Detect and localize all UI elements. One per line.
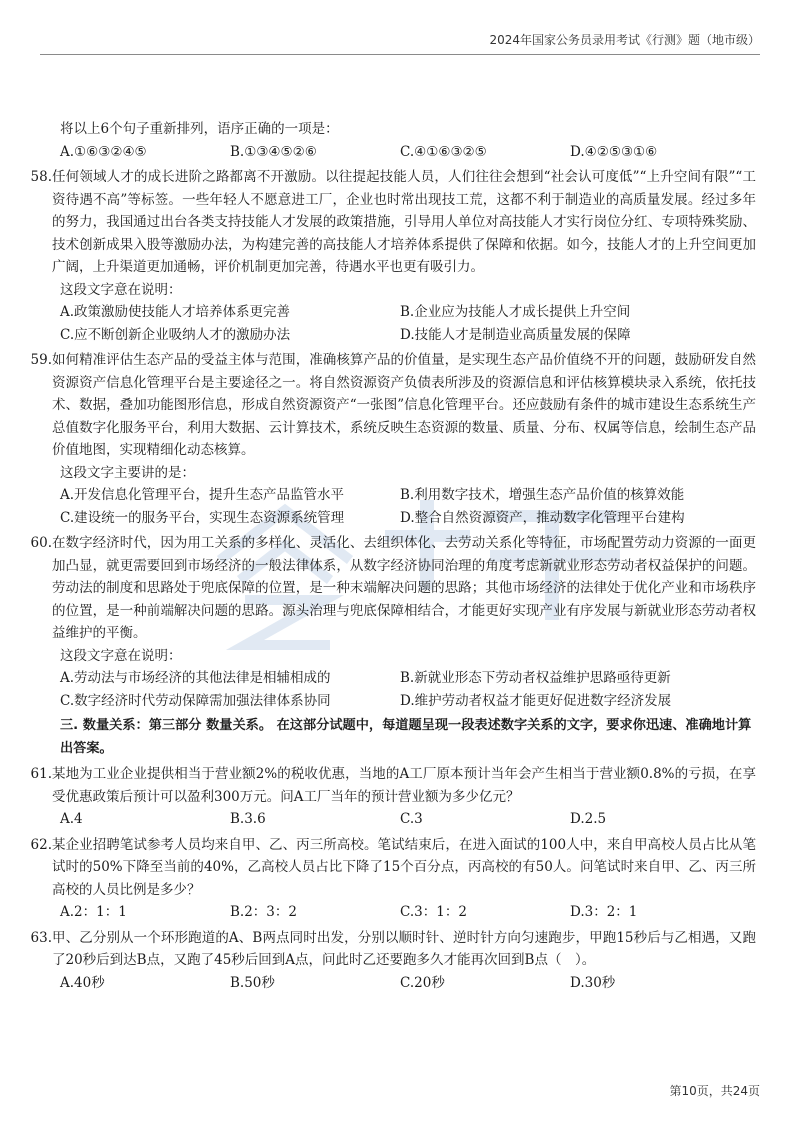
option-d: D.2.5: [570, 811, 607, 827]
q58-options: [56, 301, 756, 346]
option-c: C.建设统一的服务平台，实现生态资源系统管理: [60, 509, 345, 526]
section-heading: 三. 数量关系：第三部分 数量关系。 在这部分试题中，每道题呈现一段表述数字关系的文字，要求你迅速、准确地计算出答案。: [60, 718, 752, 756]
question-60: [30, 532, 756, 645]
q61-options: [56, 808, 756, 831]
question-text: 某企业招聘笔试参考人员均来自甲、乙、丙三所高校。笔试结束后，在进入面试的100人中，来自甲高校人员占比从笔试时的50%下降至当前的40%，乙高校人员占比下降了15个百分点，丙高校的有50人。问笔试时来自甲、乙、丙三所高校的人员比例是多少？: [52, 836, 756, 898]
question-text: 如何精准评估生态产品的受益主体与范围，准确核算产品的价值量，是实现生态产品价值绕不开的问题，鼓励研发自然资源资产信息化管理平台是主要途径之一。将自然资源资产负债表所涉及的资源信息和评估核算模块录入系统，依托技术、数据，叠加功能图形信息，形成自然资源资产“一张图”信息化管理平台。还应鼓励有条件的城市建设生态系统生产总值数字化服务平台，利用大数据、云计算技术，系统反映生态资源的数量、质量、分布、权属等信息，绘制生态产品价值地图，实现精细化动态核算。: [52, 352, 756, 458]
question-number: 63.: [30, 929, 52, 946]
page-number: 第10页，共24页: [669, 1084, 760, 1098]
option-b: B.①③④⑤②⑥: [230, 143, 317, 160]
option-a: A.2：1：1: [60, 904, 127, 920]
question-61: [30, 763, 756, 808]
option-d: D.④②⑤③①⑥: [570, 143, 658, 160]
option-c: C.20秒: [400, 974, 445, 991]
option-b: B.50秒: [230, 974, 275, 991]
option-d: D.技能人才是制造业高质量发展的保障: [400, 326, 631, 343]
q57-prompt: 将以上6个句子重新排列，语序正确的一项是：: [60, 121, 339, 137]
question-62: [30, 834, 756, 902]
question-prompt: 这段文字主要讲的是：: [60, 464, 195, 481]
page-header: [40, 26, 760, 55]
question-number: 60.: [30, 535, 52, 551]
option-c: C.3: [400, 811, 423, 827]
option-d: D.3：2：1: [570, 904, 638, 920]
q57-options: [56, 141, 756, 164]
page-footer: [669, 1082, 760, 1099]
question-59: [30, 349, 756, 462]
question-text: 甲、乙分别从一个环形跑道的A、B两点同时出发，分别以顺时针、逆时针方向匀速跑步，甲跑15秒后与乙相遇，又跑了20秒后到达B点，又跑了45秒后回到A点，问此时乙还要跑多久才能再次回到B点（ ）。: [52, 929, 756, 968]
option-c: C.④①⑥③②⑤: [400, 143, 487, 160]
q63-options: [56, 972, 756, 995]
q62-options: [56, 901, 756, 924]
option-b: B.新就业形态下劳动者权益维护思路亟待更新: [400, 670, 671, 686]
question-prompt: 这段文字意在说明：: [60, 281, 182, 298]
option-a: A.开发信息化管理平台，提升生态产品监管水平: [60, 487, 345, 503]
q60-options: [56, 667, 756, 712]
question-text: 在数字经济时代，因为用工关系的多样化、灵活化、去组织体化、去劳动关系化等特征，市场配置劳动力资源的一面更加凸显，就更需要回到市场经济的一般法律体系，从数字经济协同治理的角度考虑新就业形态劳动者权益保护的问题。劳动法的制度和思路处于兜底保障的位置，是一种末端解决问题的思路；其他市场经济的法律处于优化产业和市场秩序的位置，是一种前端解决问题的思路。源头治理与兜底保障相结合，才能更好实现产业有序发展与新就业形态劳动者权益维护的平衡。: [52, 535, 756, 641]
option-a: A.40秒: [60, 974, 105, 991]
option-a: A.①⑥③②④⑤: [60, 143, 147, 160]
option-a: A.4: [60, 811, 83, 827]
option-a: A.政策激励使技能人才培养体系更完善: [60, 304, 291, 320]
option-b: B.3.6: [230, 811, 266, 827]
header-title: 2024年国家公务员录用考试《行测》题（地市级）: [489, 33, 760, 47]
option-b: B.2：3：2: [230, 904, 297, 920]
question-number: 61.: [30, 766, 52, 782]
q59-options: [56, 484, 756, 529]
option-b: B.利用数字技术，增强生态产品价值的核算效能: [400, 487, 685, 503]
option-a: A.劳动法与市场经济的其他法律是相辅相成的: [60, 670, 331, 686]
option-d: D.整合自然资源资产，推动数字化管理平台建构: [400, 509, 685, 526]
question-number: 59.: [30, 352, 52, 368]
question-text: 某地为工业企业提供相当于营业额2%的税收优惠，当地的A工厂原本预计当年会产生相当于营业额0.8%的亏损，在享受优惠政策后预计可以盈利300万元。问A工厂当年的预计营业额为多少亿元？: [52, 766, 756, 805]
question-prompt: 这段文字意在说明：: [60, 647, 182, 664]
question-number: 58.: [30, 169, 52, 185]
question-63: [30, 927, 756, 972]
option-d: D.30秒: [570, 974, 616, 991]
question-text: 任何领域人才的成长进阶之路都离不开激励。以往提起技能人员，人们往往会想到“社会认可度低”“上升空间有限”“工资待遇不高”等标签。一些年轻人不愿意进工厂，企业也时常出现技工荒，这都不利于制造业的高质量发展。经过多年的努力，我国通过出台各类支持技能人才发展的政策措施，引导用人单位对高技能人才实行岗位分红、专项特殊奖励、技术创新成果入股等激励办法，为构建完善的高技能人才培养体系提供了保障和依据。如今，技能人才的上升空间更加广阔，上升渠道更加通畅，评价机制更加完善，待遇水平也更有吸引力。: [52, 169, 756, 275]
option-b: B.企业应为技能人才成长提供上升空间: [400, 304, 631, 320]
option-c: C.3：1：2: [400, 904, 467, 920]
option-c: C.数字经济时代劳动保障需加强法律体系协同: [60, 692, 331, 709]
option-c: C.应不断创新企业吸纳人才的激励办法: [60, 326, 291, 343]
question-number: 62.: [30, 836, 52, 853]
page-content: [30, 118, 756, 994]
option-d: D.维护劳动者权益才能更好促进数字经济发展: [400, 692, 672, 709]
question-58: [30, 166, 756, 279]
